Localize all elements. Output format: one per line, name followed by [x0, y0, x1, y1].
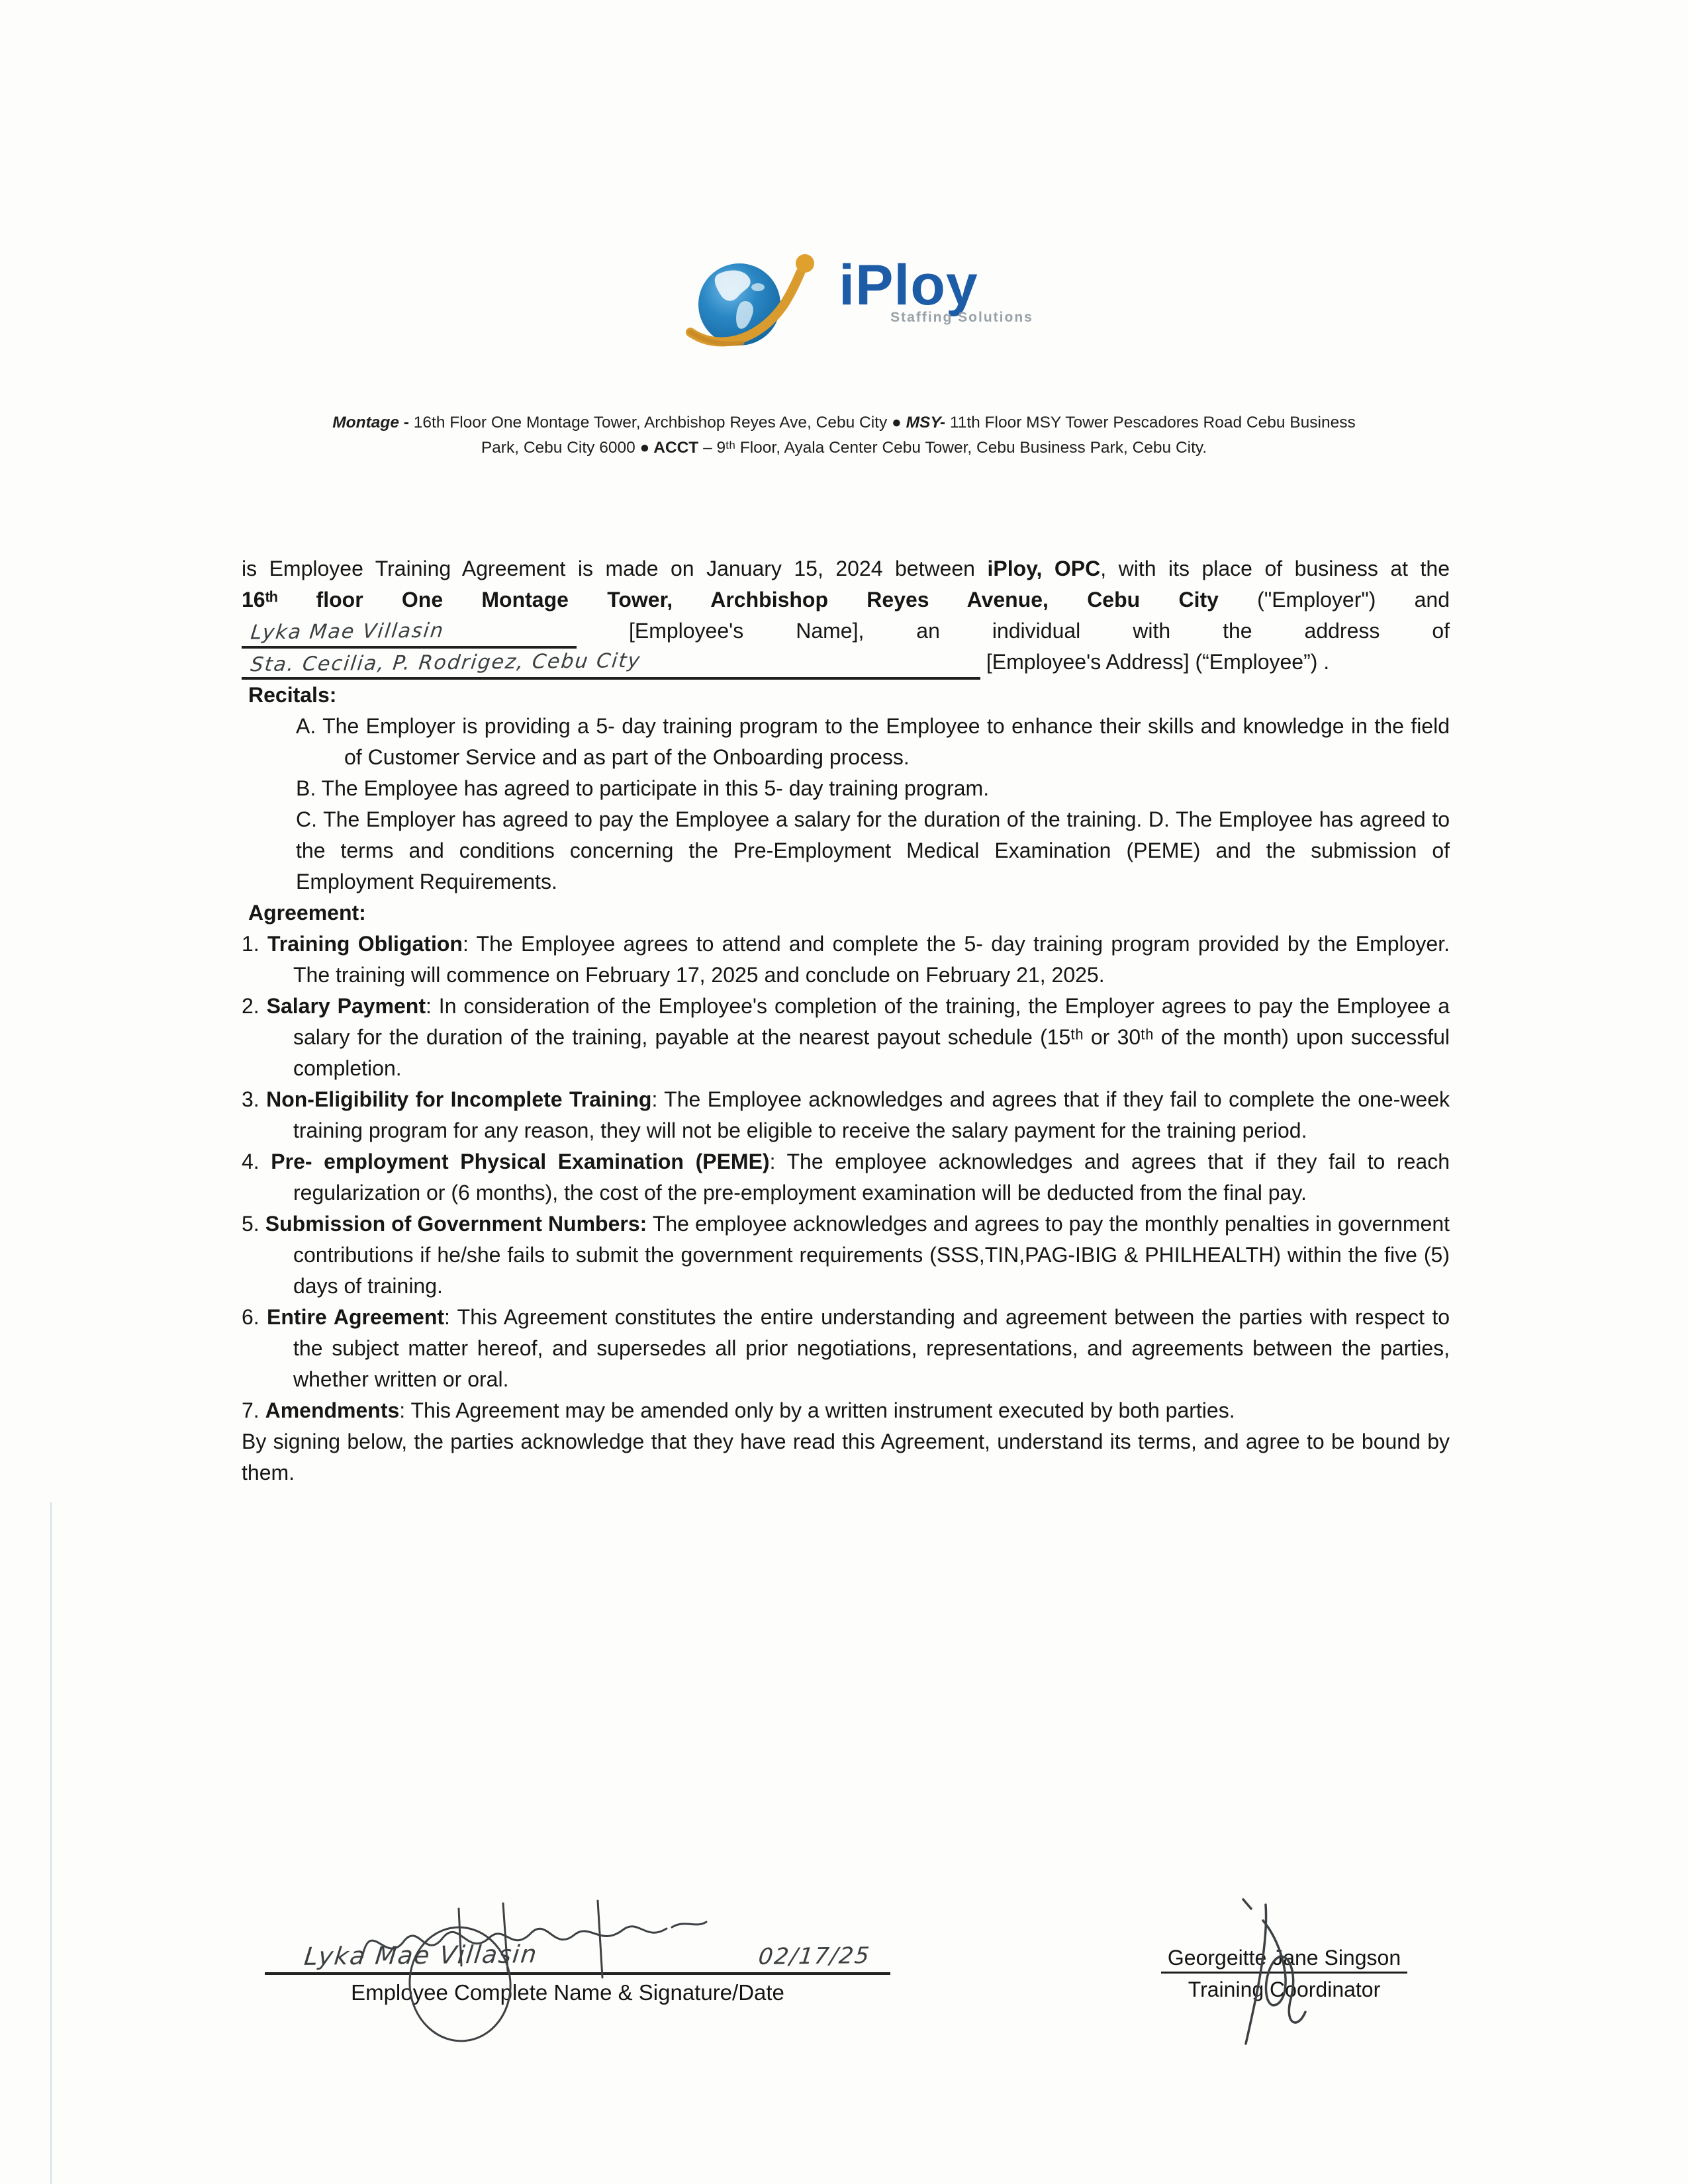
- opening-text-b: , with its place of business at the: [1100, 557, 1450, 580]
- item-number: 4.: [242, 1150, 259, 1173]
- item-number: 5.: [242, 1212, 259, 1236]
- recital-text-a: The Employer is providing a 5- day training program to the Employee to enhance their skills and knowledge in the field of Customer Service and as part of the Onboarding process.: [322, 714, 1450, 769]
- agreement-item-4: [242, 1146, 1450, 1208]
- item-text: The employee acknowledges and agrees to pay the monthly penalties in government contributions if he/she fails to submit the government requirements (SSS,TIN,PAG-IBIG & PHILHEALTH) within the five (5) days of training.: [293, 1212, 1450, 1298]
- item-title: Submission of Government Numbers:: [265, 1212, 647, 1236]
- logo-tagline-text: Staffing Solutions: [890, 310, 1033, 325]
- office-address-line: [322, 410, 1366, 461]
- employee-name-caption: [Employee's Name], an individual with the address of: [628, 619, 1450, 643]
- item-number: 1.: [242, 932, 259, 956]
- employee-signed-name: Lyka Mae Villasin: [303, 1940, 539, 1971]
- employee-address-blank: [242, 650, 980, 680]
- recital-label-c: C.: [296, 807, 317, 831]
- employee-name-blank: [242, 619, 577, 649]
- employee-signed-date: 02/17/25: [757, 1942, 872, 1970]
- recital-item-a: [242, 711, 1450, 773]
- opening-line-3: [242, 615, 1450, 647]
- coordinator-name: Georgeitte Jane Singson: [1161, 1946, 1407, 1974]
- item-text: : The employee acknowledges and agrees that if they fail to reach regularization or (6 months), the cost of the pre-employment examination will be deducted from the final pay.: [293, 1150, 1450, 1205]
- address-bullet-1: ●: [892, 414, 902, 432]
- recitals-heading: Recitals:: [248, 683, 337, 707]
- agreement-item-2: [242, 991, 1450, 1084]
- address-acct-text: – 9ᵗʰ Floor, Ayala Center Cebu Tower, Cebu Business Park, Cebu City.: [698, 439, 1207, 457]
- agreement-item-6: [242, 1302, 1450, 1395]
- iploy-logo: [0, 250, 1688, 356]
- recital-item-b: [242, 773, 1450, 804]
- scan-artifact-line: [50, 1502, 52, 2184]
- opening-text-a: is Employee Training Agreement is made on January 15, 2024 between: [242, 557, 988, 580]
- item-number: 3.: [242, 1087, 259, 1111]
- address-msy-label: MSY-: [901, 414, 946, 432]
- item-title: Pre- employment Physical Examination (PEME): [271, 1150, 770, 1173]
- handwritten-employee-name: Lyka Mae Villasin: [249, 619, 446, 645]
- item-title: Training Obligation: [267, 932, 463, 956]
- recital-item-c: [242, 804, 1450, 897]
- address-msy-text: 11th Floor MSY Tower Pescadores Road Cebu Business Park, Cebu City 6000: [481, 414, 1356, 457]
- address-acct-label: ACCT: [649, 439, 699, 457]
- employer-address-bold: 16ᵗʰ floor One Montage Tower, Archbishop Reyes Avenue, Cebu City: [242, 588, 1219, 612]
- employee-signature-block: [265, 1913, 900, 2005]
- logo-brand-text: iPloy: [839, 253, 978, 317]
- item-number: 7.: [242, 1398, 259, 1422]
- item-text: : The Employee agrees to attend and complete the 5- day training program provided by the Employer. The training will commence on February 17, 2025 and conclude on February 21, 2025.: [293, 932, 1450, 987]
- coordinator-title: Training Coordinator: [1188, 1978, 1381, 2001]
- opening-line-2: [242, 584, 1450, 615]
- agreement-heading: Agreement:: [248, 901, 366, 925]
- agreement-item-3: [242, 1084, 1450, 1146]
- opening-line-4: [242, 647, 1450, 680]
- item-title: Amendments: [265, 1398, 400, 1422]
- recital-label-a: A.: [296, 714, 316, 738]
- item-text: : The Employee acknowledges and agrees that if they fail to complete the one-week training program for any reason, they will not be eligible to receive the salary payment for the training period.: [293, 1087, 1450, 1142]
- agreement-item-1: [242, 929, 1450, 991]
- employee-signature-line: [265, 1913, 890, 1975]
- item-text: : In consideration of the Employee's completion of the training, the Employer agrees to pay the Employee a salary for the duration of the training, payable at the nearest payout schedule (15ᵗʰ or 30ᵗʰ of the month) upon successful completion.: [293, 994, 1450, 1080]
- agreement-item-5: [242, 1208, 1450, 1302]
- item-title: Salary Payment: [266, 994, 426, 1018]
- item-number: 2.: [242, 994, 259, 1018]
- address-montage-label: Montage -: [332, 414, 409, 432]
- recital-label-b: B.: [296, 776, 316, 800]
- address-montage-text: 16th Floor One Montage Tower, Archbishop Reyes Ave, Cebu City: [408, 414, 892, 432]
- agreement-item-7: [242, 1395, 1450, 1426]
- item-number: 6.: [242, 1305, 259, 1329]
- item-title: Entire Agreement: [267, 1305, 445, 1329]
- employee-signature-label: Employee Complete Name & Signature/Date: [351, 1980, 784, 2005]
- agreement-body: [242, 553, 1450, 1488]
- opening-text-c: ("Employer") and: [1218, 588, 1450, 612]
- item-title: Non-Eligibility for Incomplete Training: [266, 1087, 652, 1111]
- item-text: : This Agreement may be amended only by a written instrument executed by both parties.: [399, 1398, 1235, 1422]
- recital-text-b: The Employee has agreed to participate in this 5- day training program.: [321, 776, 990, 800]
- opening-paragraph: [242, 553, 1450, 680]
- employee-address-caption: [Employee's Address] (“Employee”) .: [986, 650, 1330, 674]
- handwritten-employee-address: Sta. Cecilia, P. Rodrigez, Cebu City: [249, 649, 643, 677]
- employer-name-bold: iPloy, OPC: [987, 557, 1101, 580]
- closing-paragraph: By signing below, the parties acknowledge that they have read this Agreement, understand its terms, and agree to be bound by them.: [242, 1430, 1450, 1484]
- coordinator-signature-block: [1125, 1946, 1443, 2002]
- recital-text-c: The Employer has agreed to pay the Employee a salary for the duration of the training. D. The Employee has agreed to the terms and conditions concerning the Pre-Employment Medical Examination (PEME) and the submission of Employment Requirements.: [296, 807, 1450, 893]
- opening-line-1: [242, 553, 1450, 584]
- item-text: : This Agreement constitutes the entire understanding and agreement between the parties with respect to the subject matter hereof, and supersedes all prior negotiations, representations, and agreements between the parties, whether written or oral.: [293, 1305, 1450, 1391]
- address-bullet-2: ●: [639, 439, 650, 457]
